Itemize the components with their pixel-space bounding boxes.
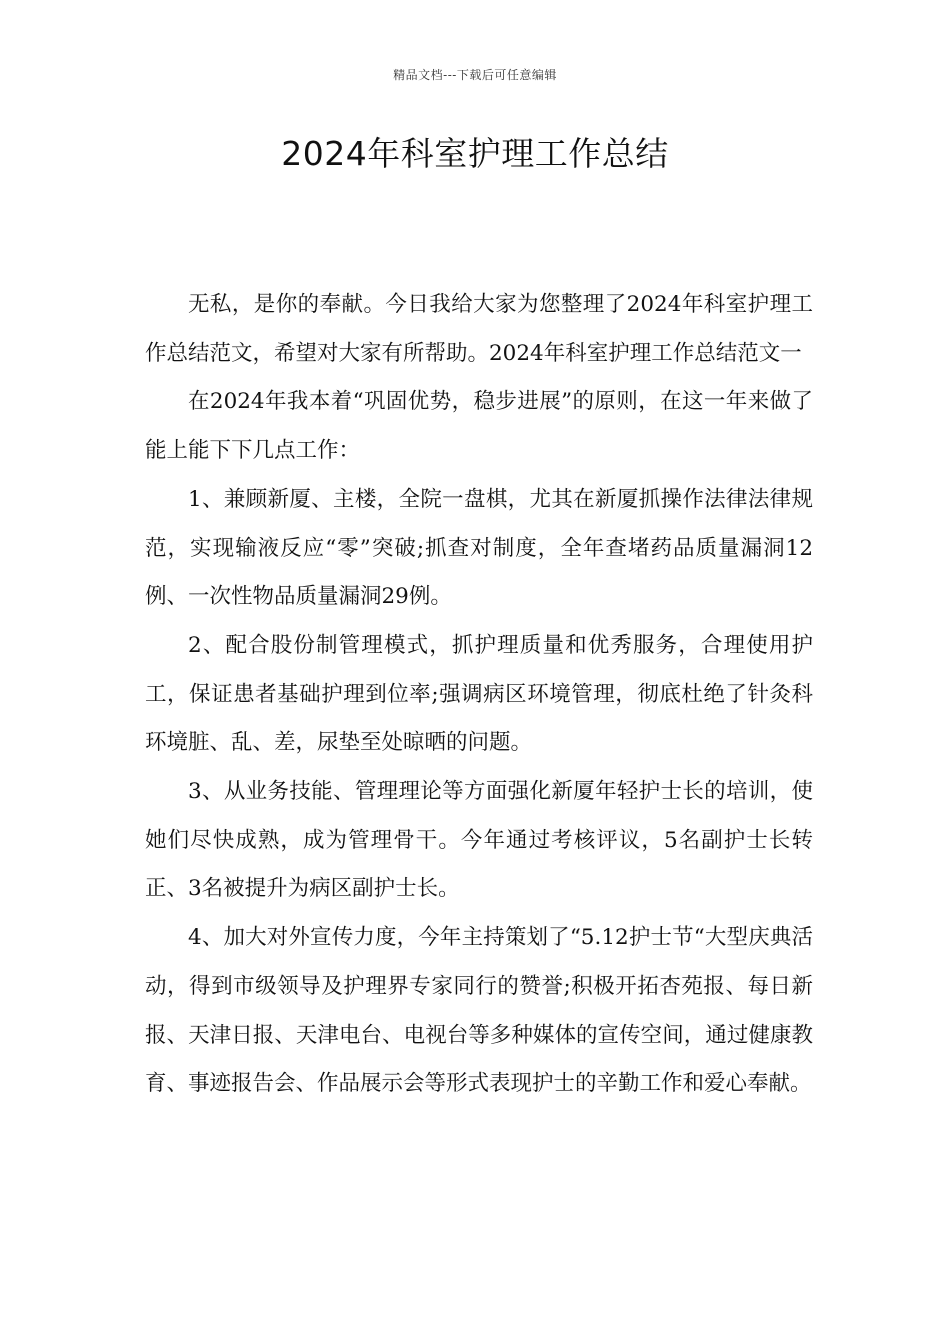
paragraph-item-1: 1、兼顾新厦、主楼，全院一盘棋，尤其在新厦抓操作法律法律规范，实现输液反应“零”突破;抓查对制度，全年查堵药品质量漏洞12例、一次性物品质量漏洞29例。 <box>145 486 813 610</box>
paragraph-item-3: 3、从业务技能、管理理论等方面强化新厦年轻护士长的培训，使她们尽快成熟，成为管理骨干。今年通过考核评议，5名副护士长转正、3名被提升为病区副护士长。 <box>145 779 813 902</box>
document-body <box>145 281 813 1109</box>
paragraph-item-4: 4、加大对外宣传力度，今年主持策划了“5.12护士节“大型庆典活动，得到市级领导及护理界专家同行的赞誉;积极开拓杏苑报、每日新报、天津日报、天津电台、电视台等多种媒体的宣传空间，通过健康教育、事迹报告会、作品展示会等形式表现护士的辛勤工作和爱心奉献。 <box>145 925 813 1097</box>
paragraph-item-2: 2、配合股份制管理模式，抓护理质量和优秀服务，合理使用护工，保证患者基础护理到位率;强调病区环境管理，彻底杜绝了针灸科环境脏、乱、差，尿垫至处晾晒的问题。 <box>145 632 813 756</box>
paragraph-principle: 在2024年我本着“巩固优势，稳步进展”的原则，在这一年来做了能上能下下几点工作： <box>145 389 813 464</box>
header-note: 精品文档---下载后可任意编辑 <box>393 68 557 82</box>
document-title: 2024年科室护理工作总结 <box>281 134 669 173</box>
paragraph-intro: 无私，是你的奉献。今日我给大家为您整理了2024年科室护理工作总结范文，希望对大家有所帮助。2024年科室护理工作总结范文一 <box>145 292 813 366</box>
